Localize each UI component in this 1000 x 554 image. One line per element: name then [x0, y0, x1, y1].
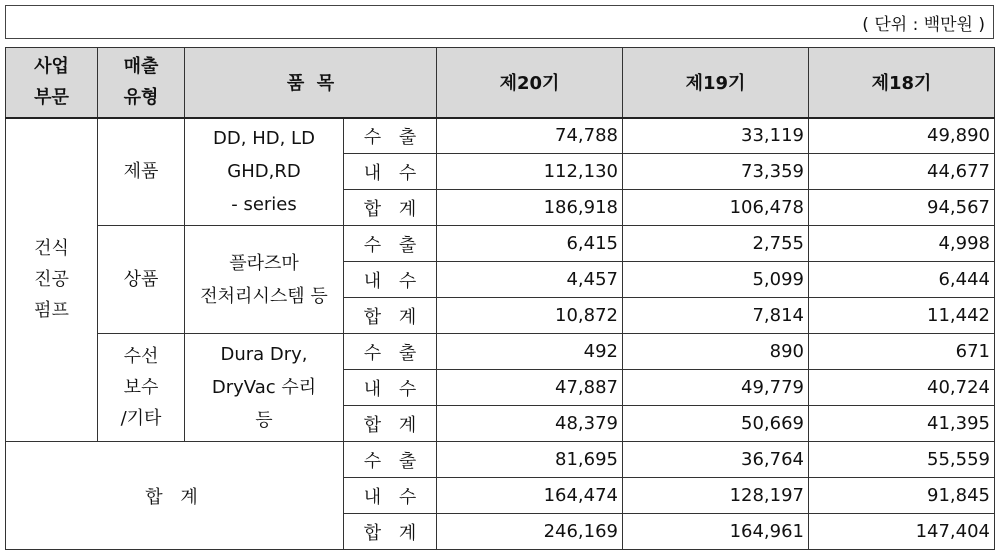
kind-cell: 합 계 [344, 190, 437, 226]
sales-type-cell [98, 334, 185, 442]
value-cell: 10,872 [437, 298, 623, 334]
kind-cell: 내 수 [344, 370, 437, 406]
cell-line: 플라즈마 [229, 252, 299, 274]
cell-line: 등 [255, 410, 273, 431]
segment-cell [6, 118, 98, 442]
value-cell: 33,119 [623, 118, 809, 154]
sales-type-cell [98, 118, 185, 226]
item-cell [185, 118, 344, 226]
value-cell: 4,457 [437, 262, 623, 298]
value-cell: 49,779 [623, 370, 809, 406]
kind-cell: 합 계 [344, 298, 437, 334]
header-period-20: 제20기 [437, 48, 623, 118]
cell-line: - series [231, 194, 297, 216]
cell-line: 건식 [34, 238, 69, 260]
unit-caption-box [5, 5, 994, 39]
value-cell: 890 [623, 334, 809, 370]
unit-label: ( 단위 : 백만원 ) [862, 14, 985, 35]
value-cell: 73,359 [623, 154, 809, 190]
sales-type-cell [98, 226, 185, 334]
cell-line: /기타 [120, 408, 162, 429]
value-cell: 40,724 [809, 370, 995, 406]
header-item: 품 목 [185, 48, 437, 118]
value-cell: 7,814 [623, 298, 809, 334]
item-cell [185, 334, 344, 442]
value-cell: 164,474 [437, 478, 623, 514]
value-cell: 11,442 [809, 298, 995, 334]
value-cell: 671 [809, 334, 995, 370]
value-cell: 5,099 [623, 262, 809, 298]
value-cell: 91,845 [809, 478, 995, 514]
cell-line: 펌프 [34, 300, 69, 322]
kind-cell: 내 수 [344, 262, 437, 298]
cell-line: Dura Dry, [220, 344, 308, 365]
table-row [6, 226, 995, 262]
cell-line: DD, HD, LD [213, 128, 315, 150]
header-period-19: 제19기 [623, 48, 809, 118]
value-cell: 4,998 [809, 226, 995, 262]
value-cell: 2,755 [623, 226, 809, 262]
cell-line: 수선 [123, 346, 159, 367]
value-cell: 164,961 [623, 514, 809, 550]
item-cell [185, 226, 344, 334]
value-cell: 48,379 [437, 406, 623, 442]
value-cell: 186,918 [437, 190, 623, 226]
kind-cell: 수 출 [344, 334, 437, 370]
value-cell: 41,395 [809, 406, 995, 442]
cell-line: 보수 [123, 377, 159, 398]
cell-line: 전처리시스템 등 [200, 285, 328, 307]
value-cell: 6,444 [809, 262, 995, 298]
value-cell: 94,567 [809, 190, 995, 226]
value-cell: 147,404 [809, 514, 995, 550]
value-cell: 81,695 [437, 442, 623, 478]
cell-line: 상품 [123, 269, 159, 290]
header-row [6, 48, 995, 118]
cell-line: 진공 [34, 269, 69, 291]
kind-cell: 수 출 [344, 442, 437, 478]
table-row [6, 118, 995, 154]
table-row [6, 334, 995, 370]
value-cell: 74,788 [437, 118, 623, 154]
value-cell: 112,130 [437, 154, 623, 190]
value-cell: 47,887 [437, 370, 623, 406]
value-cell: 36,764 [623, 442, 809, 478]
kind-cell: 합 계 [344, 406, 437, 442]
value-cell: 50,669 [623, 406, 809, 442]
sales-table [5, 47, 995, 550]
value-cell: 246,169 [437, 514, 623, 550]
kind-cell: 수 출 [344, 226, 437, 262]
value-cell: 55,559 [809, 442, 995, 478]
value-cell: 49,890 [809, 118, 995, 154]
total-label-cell: 합 계 [6, 442, 344, 550]
header-sales-type: 매출 유형 [98, 48, 185, 118]
cell-line: DryVac 수리 [211, 377, 317, 398]
header-period-18: 제18기 [809, 48, 995, 118]
header-business-line: 사업 부문 [6, 48, 98, 118]
value-cell: 44,677 [809, 154, 995, 190]
value-cell: 106,478 [623, 190, 809, 226]
kind-cell: 합 계 [344, 514, 437, 550]
kind-cell: 내 수 [344, 154, 437, 190]
kind-cell: 수 출 [344, 118, 437, 154]
value-cell: 6,415 [437, 226, 623, 262]
cell-line: 제품 [123, 161, 159, 183]
kind-cell: 내 수 [344, 478, 437, 514]
value-cell: 492 [437, 334, 623, 370]
cell-line: GHD,RD [227, 161, 301, 183]
total-row [6, 442, 995, 478]
value-cell: 128,197 [623, 478, 809, 514]
